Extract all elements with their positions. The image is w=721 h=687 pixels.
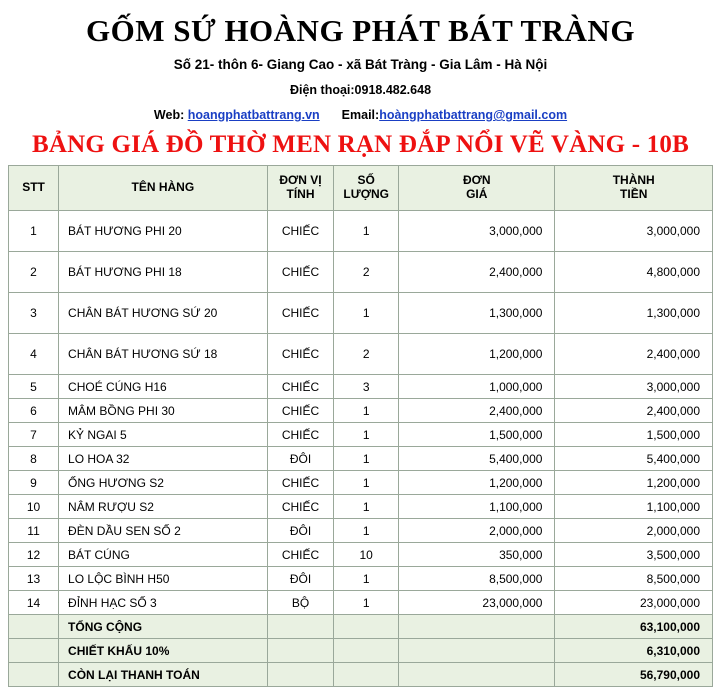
cell-total: 1,300,000 bbox=[555, 293, 713, 334]
company-address: Số 21- thôn 6- Giang Cao - xã Bát Tràng - Gia Lâm - Hà Nội bbox=[173, 57, 548, 73]
cell-unit: ĐÔI bbox=[267, 447, 334, 471]
cell-qty: 1 bbox=[334, 567, 399, 591]
table-body bbox=[9, 211, 713, 687]
website-link[interactable]: hoangphatbattrang.vn bbox=[187, 108, 320, 123]
column-header-price-line2: GIÁ bbox=[466, 187, 488, 202]
page-title: BẢNG GIÁ ĐỒ THỜ MEN RẠN ĐẮP NỔI VẼ VÀNG - 10B bbox=[32, 131, 689, 159]
cell-unit: CHIẾC bbox=[267, 252, 334, 293]
column-header-total-line2: TIỀN bbox=[620, 187, 648, 202]
column-header-total bbox=[555, 166, 713, 211]
cell-unit: CHIẾC bbox=[267, 495, 334, 519]
table-row bbox=[9, 471, 713, 495]
cell-price: 2,400,000 bbox=[399, 399, 555, 423]
cell-unit: CHIẾC bbox=[267, 471, 334, 495]
cell-total: 3,500,000 bbox=[555, 543, 713, 567]
document-header bbox=[0, 0, 721, 122]
column-header-qty-line2: LƯỢNG bbox=[343, 187, 389, 202]
summary-total: 6,310,000 bbox=[555, 639, 713, 663]
cell-unit: CHIẾC bbox=[267, 543, 334, 567]
cell-stt: 5 bbox=[9, 375, 59, 399]
cell-qty: 1 bbox=[334, 211, 399, 252]
table-row bbox=[9, 252, 713, 293]
column-header-name: TÊN HÀNG bbox=[59, 166, 268, 211]
email-link[interactable]: hoàngphatbattrang@gmail.com bbox=[379, 108, 568, 123]
table-row bbox=[9, 211, 713, 252]
cell-price: 350,000 bbox=[399, 543, 555, 567]
summary-row bbox=[9, 663, 713, 687]
cell-total: 3,000,000 bbox=[555, 211, 713, 252]
cell-price: 23,000,000 bbox=[399, 591, 555, 615]
cell-qty: 3 bbox=[334, 375, 399, 399]
cell-price: 1,500,000 bbox=[399, 423, 555, 447]
summary-blank bbox=[399, 615, 555, 639]
table-row bbox=[9, 543, 713, 567]
summary-blank bbox=[9, 663, 59, 687]
cell-stt: 7 bbox=[9, 423, 59, 447]
cell-name: KỶ NGAI 5 bbox=[59, 423, 268, 447]
summary-blank bbox=[334, 615, 399, 639]
cell-unit: CHIẾC bbox=[267, 399, 334, 423]
cell-qty: 1 bbox=[334, 495, 399, 519]
cell-total: 2,400,000 bbox=[555, 399, 713, 423]
cell-unit: CHIẾC bbox=[267, 211, 334, 252]
cell-name: BÁT HƯƠNG PHI 20 bbox=[59, 211, 268, 252]
cell-total: 8,500,000 bbox=[555, 567, 713, 591]
table-row bbox=[9, 423, 713, 447]
summary-total: 56,790,000 bbox=[555, 663, 713, 687]
cell-name: ỐNG HƯƠNG S2 bbox=[59, 471, 268, 495]
cell-price: 1,200,000 bbox=[399, 471, 555, 495]
cell-unit: CHIẾC bbox=[267, 334, 334, 375]
cell-name: ĐỈNH HẠC SỐ 3 bbox=[59, 591, 268, 615]
column-header-price-line1: ĐƠN bbox=[462, 173, 491, 188]
cell-total: 2,400,000 bbox=[555, 334, 713, 375]
column-header-unit bbox=[267, 166, 334, 211]
price-table bbox=[8, 165, 713, 687]
cell-stt: 14 bbox=[9, 591, 59, 615]
cell-unit: CHIẾC bbox=[267, 375, 334, 399]
cell-name: CHÂN BÁT HƯƠNG SỨ 20 bbox=[59, 293, 268, 334]
cell-total: 4,800,000 bbox=[555, 252, 713, 293]
cell-unit: CHIẾC bbox=[267, 293, 334, 334]
cell-qty: 1 bbox=[334, 399, 399, 423]
cell-price: 1,000,000 bbox=[399, 375, 555, 399]
table-row bbox=[9, 519, 713, 543]
column-header-total-line1: THÀNH bbox=[612, 173, 655, 188]
summary-row bbox=[9, 615, 713, 639]
table-row bbox=[9, 334, 713, 375]
cell-total: 5,400,000 bbox=[555, 447, 713, 471]
cell-price: 1,100,000 bbox=[399, 495, 555, 519]
summary-blank bbox=[267, 663, 334, 687]
cell-total: 1,500,000 bbox=[555, 423, 713, 447]
header-row bbox=[9, 166, 713, 211]
column-header-price bbox=[399, 166, 555, 211]
table-header bbox=[9, 166, 713, 211]
column-header-unit-line2: TÍNH bbox=[286, 187, 315, 202]
cell-stt: 2 bbox=[9, 252, 59, 293]
summary-blank bbox=[399, 663, 555, 687]
summary-label: TỔNG CỘNG bbox=[59, 615, 268, 639]
cell-stt: 9 bbox=[9, 471, 59, 495]
cell-price: 1,200,000 bbox=[399, 334, 555, 375]
summary-blank bbox=[9, 615, 59, 639]
cell-qty: 1 bbox=[334, 471, 399, 495]
table-row bbox=[9, 447, 713, 471]
cell-total: 1,100,000 bbox=[555, 495, 713, 519]
cell-qty: 10 bbox=[334, 543, 399, 567]
table-row bbox=[9, 567, 713, 591]
summary-blank bbox=[267, 615, 334, 639]
table-row bbox=[9, 399, 713, 423]
cell-name: ĐÈN DẦU SEN SỐ 2 bbox=[59, 519, 268, 543]
cell-total: 23,000,000 bbox=[555, 591, 713, 615]
cell-name: BÁT CÚNG bbox=[59, 543, 268, 567]
company-phone: Điện thoại:0918.482.648 bbox=[289, 83, 432, 98]
summary-label: CHIẾT KHẤU 10% bbox=[59, 639, 268, 663]
summary-total: 63,100,000 bbox=[555, 615, 713, 639]
cell-name: NÂM RƯỢU S2 bbox=[59, 495, 268, 519]
cell-qty: 1 bbox=[334, 293, 399, 334]
column-header-qty-line1: SỐ bbox=[357, 173, 375, 188]
cell-name: CHÂN BÁT HƯƠNG SỨ 18 bbox=[59, 334, 268, 375]
cell-total: 1,200,000 bbox=[555, 471, 713, 495]
cell-total: 2,000,000 bbox=[555, 519, 713, 543]
table-row bbox=[9, 591, 713, 615]
cell-name: CHOÉ CÚNG H16 bbox=[59, 375, 268, 399]
cell-price: 3,000,000 bbox=[399, 211, 555, 252]
table-row bbox=[9, 495, 713, 519]
column-header-unit-line1: ĐƠN VỊ bbox=[279, 173, 322, 188]
cell-qty: 2 bbox=[334, 252, 399, 293]
cell-stt: 11 bbox=[9, 519, 59, 543]
column-header-qty bbox=[334, 166, 399, 211]
cell-stt: 3 bbox=[9, 293, 59, 334]
cell-stt: 1 bbox=[9, 211, 59, 252]
summary-blank bbox=[334, 663, 399, 687]
table-row bbox=[9, 375, 713, 399]
cell-qty: 2 bbox=[334, 334, 399, 375]
cell-name: LO HOA 32 bbox=[59, 447, 268, 471]
cell-unit: BỘ bbox=[267, 591, 334, 615]
column-header-stt: STT bbox=[9, 166, 59, 211]
cell-stt: 10 bbox=[9, 495, 59, 519]
cell-price: 2,400,000 bbox=[399, 252, 555, 293]
company-name: GỐM SỨ HOÀNG PHÁT BÁT TRÀNG bbox=[86, 13, 635, 48]
summary-blank bbox=[267, 639, 334, 663]
cell-qty: 1 bbox=[334, 447, 399, 471]
cell-stt: 6 bbox=[9, 399, 59, 423]
summary-label: CÒN LẠI THANH TOÁN bbox=[59, 663, 268, 687]
cell-qty: 1 bbox=[334, 591, 399, 615]
cell-stt: 12 bbox=[9, 543, 59, 567]
summary-row bbox=[9, 639, 713, 663]
table-row bbox=[9, 293, 713, 334]
contact-line bbox=[0, 108, 721, 122]
cell-name: LO LỘC BÌNH H50 bbox=[59, 567, 268, 591]
cell-price: 8,500,000 bbox=[399, 567, 555, 591]
cell-name: BÁT HƯƠNG PHI 18 bbox=[59, 252, 268, 293]
cell-name: MÂM BỒNG PHI 30 bbox=[59, 399, 268, 423]
cell-qty: 1 bbox=[334, 519, 399, 543]
cell-unit: ĐÔI bbox=[267, 519, 334, 543]
email-label: Email: bbox=[341, 108, 380, 123]
summary-blank bbox=[334, 639, 399, 663]
cell-price: 2,000,000 bbox=[399, 519, 555, 543]
cell-qty: 1 bbox=[334, 423, 399, 447]
cell-stt: 4 bbox=[9, 334, 59, 375]
cell-stt: 8 bbox=[9, 447, 59, 471]
cell-stt: 13 bbox=[9, 567, 59, 591]
cell-unit: CHIẾC bbox=[267, 423, 334, 447]
summary-blank bbox=[9, 639, 59, 663]
summary-blank bbox=[399, 639, 555, 663]
cell-unit: ĐÔI bbox=[267, 567, 334, 591]
cell-total: 3,000,000 bbox=[555, 375, 713, 399]
web-label: Web: bbox=[153, 108, 188, 123]
cell-price: 5,400,000 bbox=[399, 447, 555, 471]
cell-price: 1,300,000 bbox=[399, 293, 555, 334]
